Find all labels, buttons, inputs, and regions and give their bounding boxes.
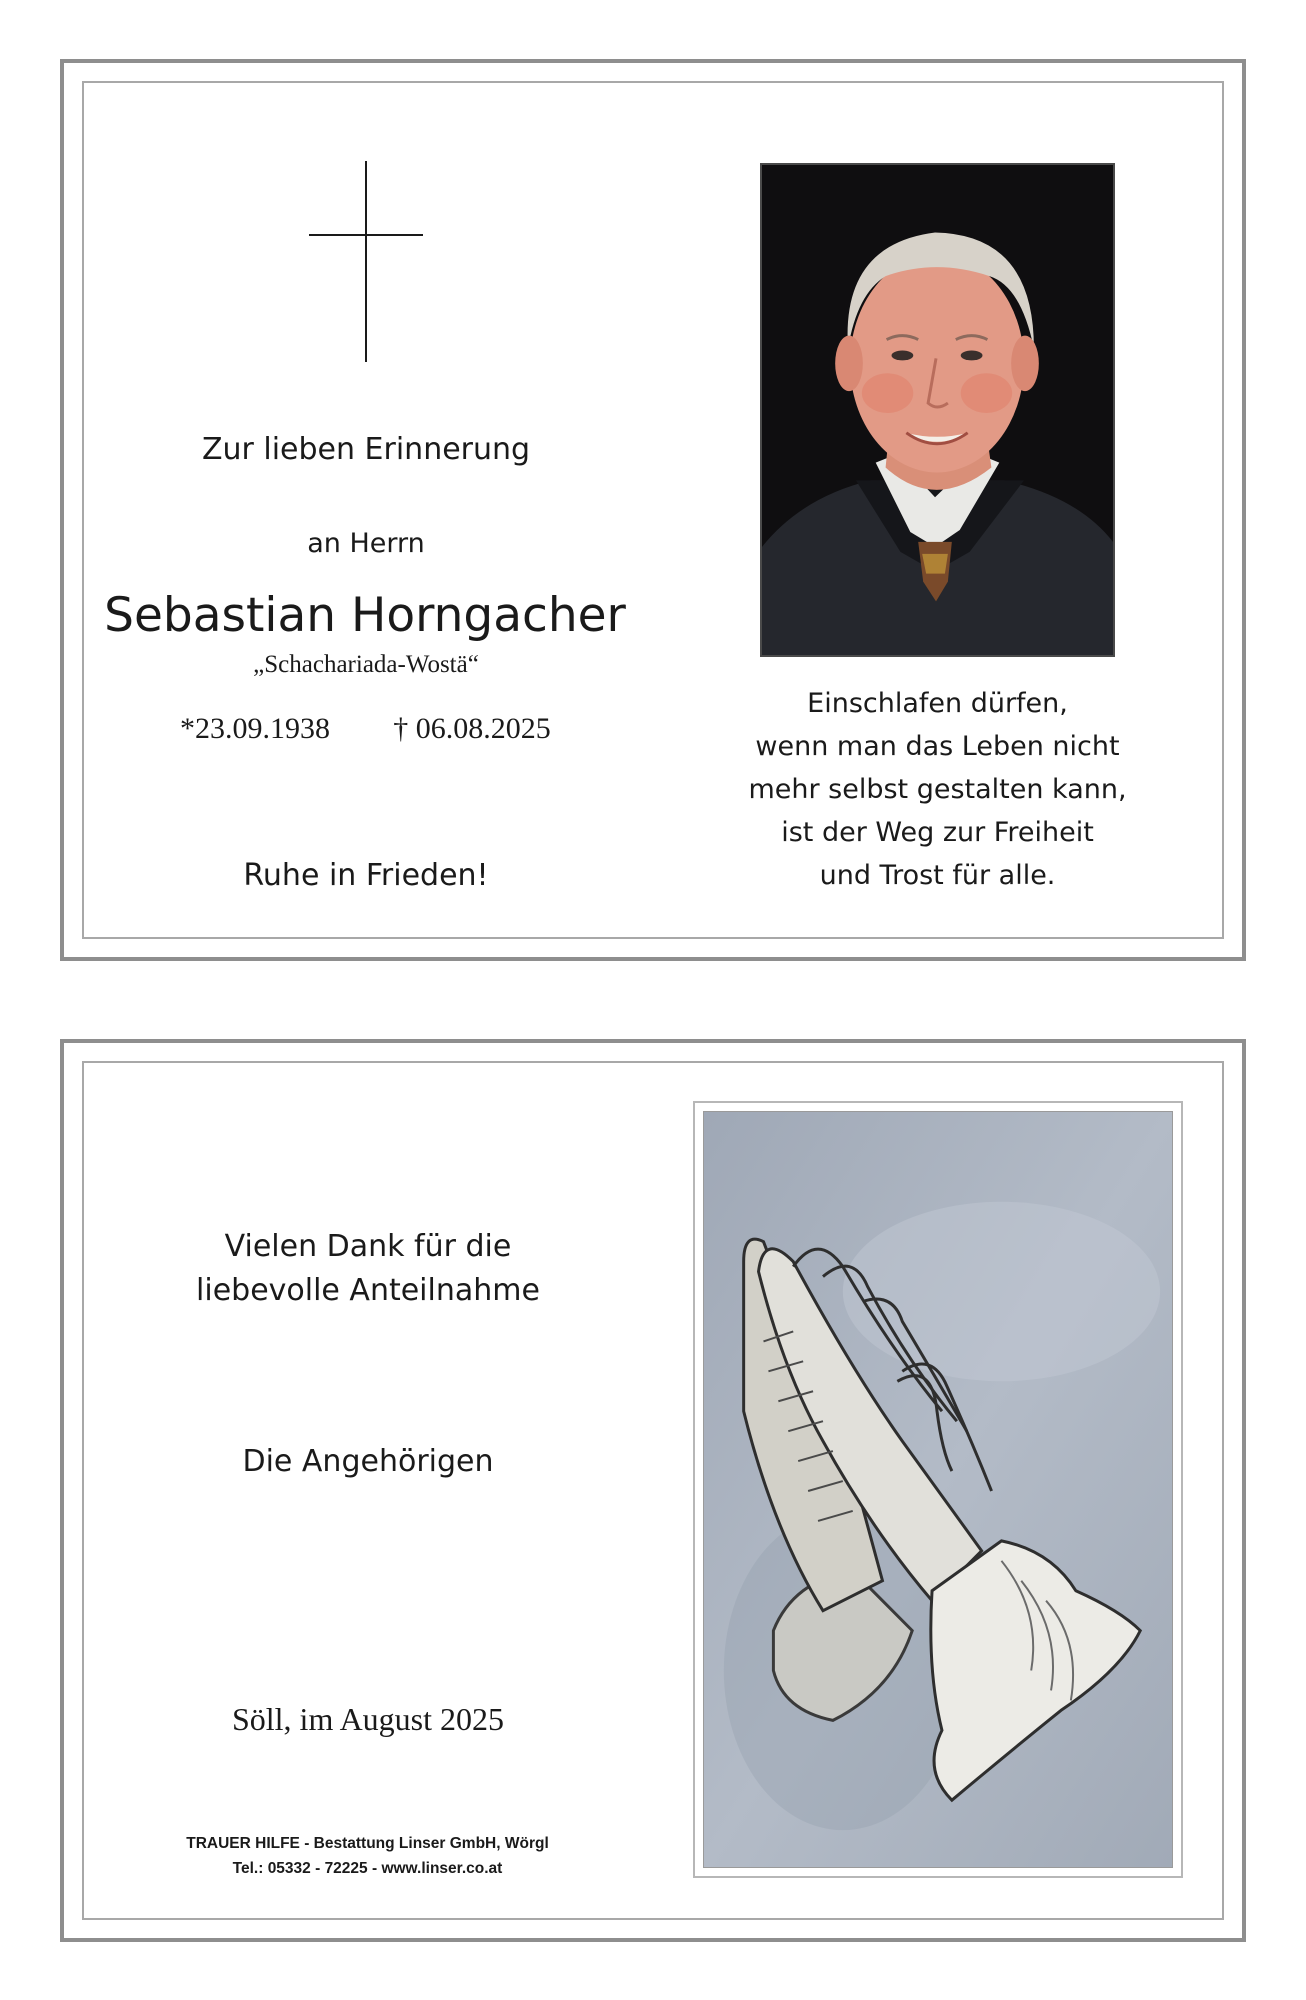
poem-line: ist der Weg zur Freiheit	[781, 817, 1094, 848]
praying-hands-image	[693, 1101, 1183, 1878]
closing-text: Ruhe in Frieden!	[243, 858, 489, 893]
death-date: † 06.08.2025	[393, 712, 551, 745]
portrait-illustration	[762, 165, 1113, 655]
funeral-home-name: TRAUER HILFE - Bestattung Linser GmbH, Wörgl	[186, 1835, 549, 1852]
cross-icon-beam	[309, 234, 423, 236]
praying-hands-frame	[703, 1111, 1173, 1868]
portrait-photo	[760, 163, 1115, 657]
funeral-home-contact: Tel.: 05332 - 72225 - www.linser.co.at	[232, 1860, 503, 1877]
heading: Zur lieben Erinnerung	[201, 432, 531, 467]
cross-icon	[365, 161, 367, 362]
thanks-line: Vielen Dank für die	[224, 1229, 512, 1264]
deceased-name: Sebastian Horngacher	[104, 588, 626, 643]
poem-line: und Trost für alle.	[819, 860, 1056, 891]
nickname: „Schachariada-Wostä“	[253, 651, 479, 678]
place-date: Söll, im August 2025	[231, 1701, 505, 1737]
thanks-line: liebevolle Anteilnahme	[196, 1273, 540, 1308]
salutation: an Herrn	[307, 528, 425, 559]
family-signature: Die Angehörigen	[242, 1444, 494, 1479]
birth-date: *23.09.1938	[180, 712, 330, 745]
poem-line: wenn man das Leben nicht	[755, 731, 1120, 762]
poem-line: mehr selbst gestalten kann,	[748, 774, 1127, 805]
praying-hands-illustration	[704, 1112, 1172, 1867]
poem-line: Einschlafen dürfen,	[807, 688, 1068, 719]
